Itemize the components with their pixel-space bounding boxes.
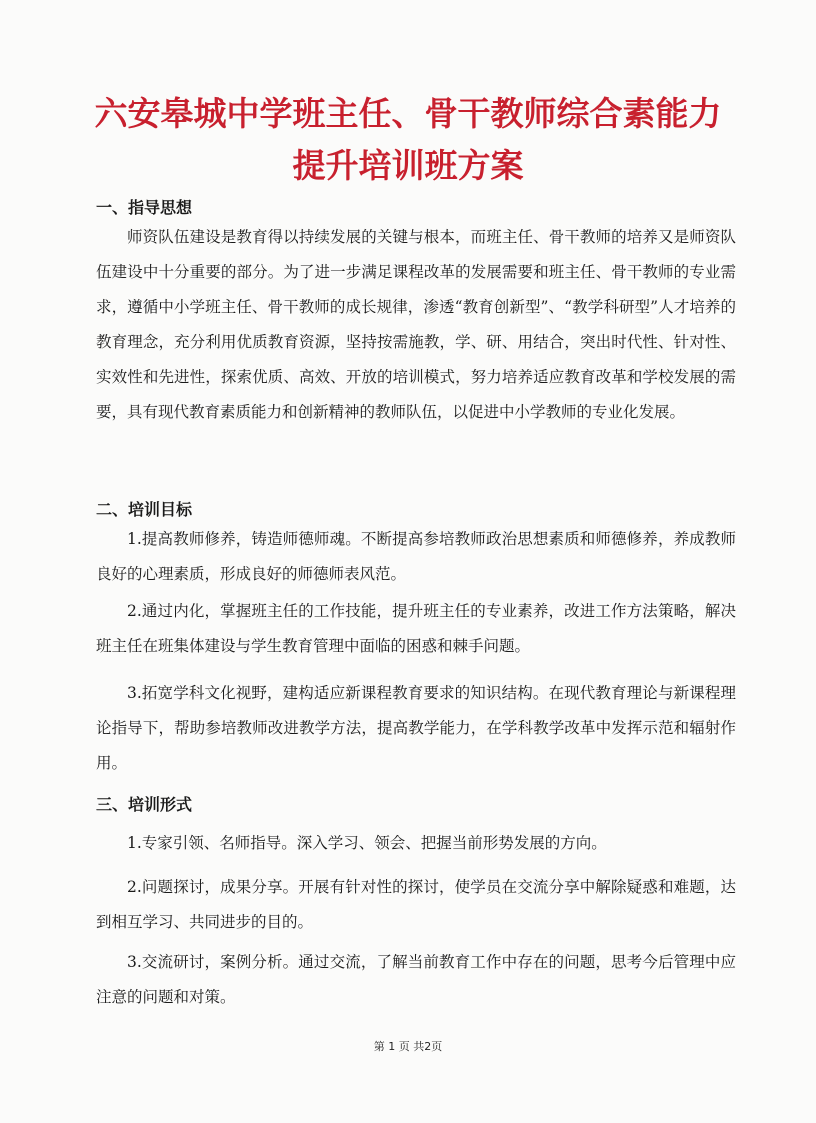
training-form-item: 2.问题探讨，成果分享。开展有针对性的探讨，使学员在交流分享中解除疑惑和难题，达到相互学习、共同进步的目的。: [96, 878, 736, 931]
training-form-item: 1.专家引领、名师指导。深入学习、领会、把握当前形势发展的方向。: [127, 834, 607, 852]
section-heading-training-goals: 二、培训目标: [96, 500, 193, 519]
section-heading-guiding-ideology: 一、指导思想: [96, 198, 193, 217]
document-title-line-2: 提升培训班方案: [292, 146, 524, 185]
section-heading-training-forms: 三、培训形式: [96, 795, 193, 814]
training-goal-item: 2.通过内化，掌握班主任的工作技能，提升班主任的专业素养，改进工作方法策略，解决班主任在班集体建设与学生教育管理中面临的困惑和棘手问题。: [96, 602, 736, 655]
training-form-item: 3.交流研讨，案例分析。通过交流，了解当前教育工作中存在的问题，思考今后管理中应注意的问题和对策。: [96, 953, 736, 1006]
training-goal-item: 3.拓宽学科文化视野，建构适应新课程教育要求的知识结构。在现代教育理论与新课程理论指导下，帮助参培教师改进教学方法，提高教学能力，在学科教学改革中发挥示范和辐射作用。: [96, 684, 736, 772]
section-paragraph-guiding-ideology: 师资队伍建设是教育得以持续发展的关键与根本，而班主任、骨干教师的培养又是师资队伍建设中十分重要的部分。为了进一步满足课程改革的发展需要和班主任、骨干教师的专业需求，遵循中小学班主任、骨干教师的成长规律，渗透“教育创新型”、“教学科研型”人才培养的教育理念，充分利用优质教育资源，坚持按需施教，学、研、用结合，突出时代性、针对性、实效性和先进性，探索优质、高效、开放的培训模式，努力培养适应教育改革和学校发展的需要，具有现代教育素质能力和创新精神的教师队伍，以促进中小学教师的专业化发展。: [96, 228, 736, 421]
page-footer: 第 1 页 共2页: [373, 1040, 443, 1053]
training-goal-item: 1.提高教师修养，铸造师德师魂。不断提高参培教师政治思想素质和师德修养，养成教师良好的心理素质，形成良好的师德师表风范。: [96, 530, 736, 583]
document-title-line-1: 六安皋城中学班主任、骨干教师综合素能力: [94, 94, 722, 133]
